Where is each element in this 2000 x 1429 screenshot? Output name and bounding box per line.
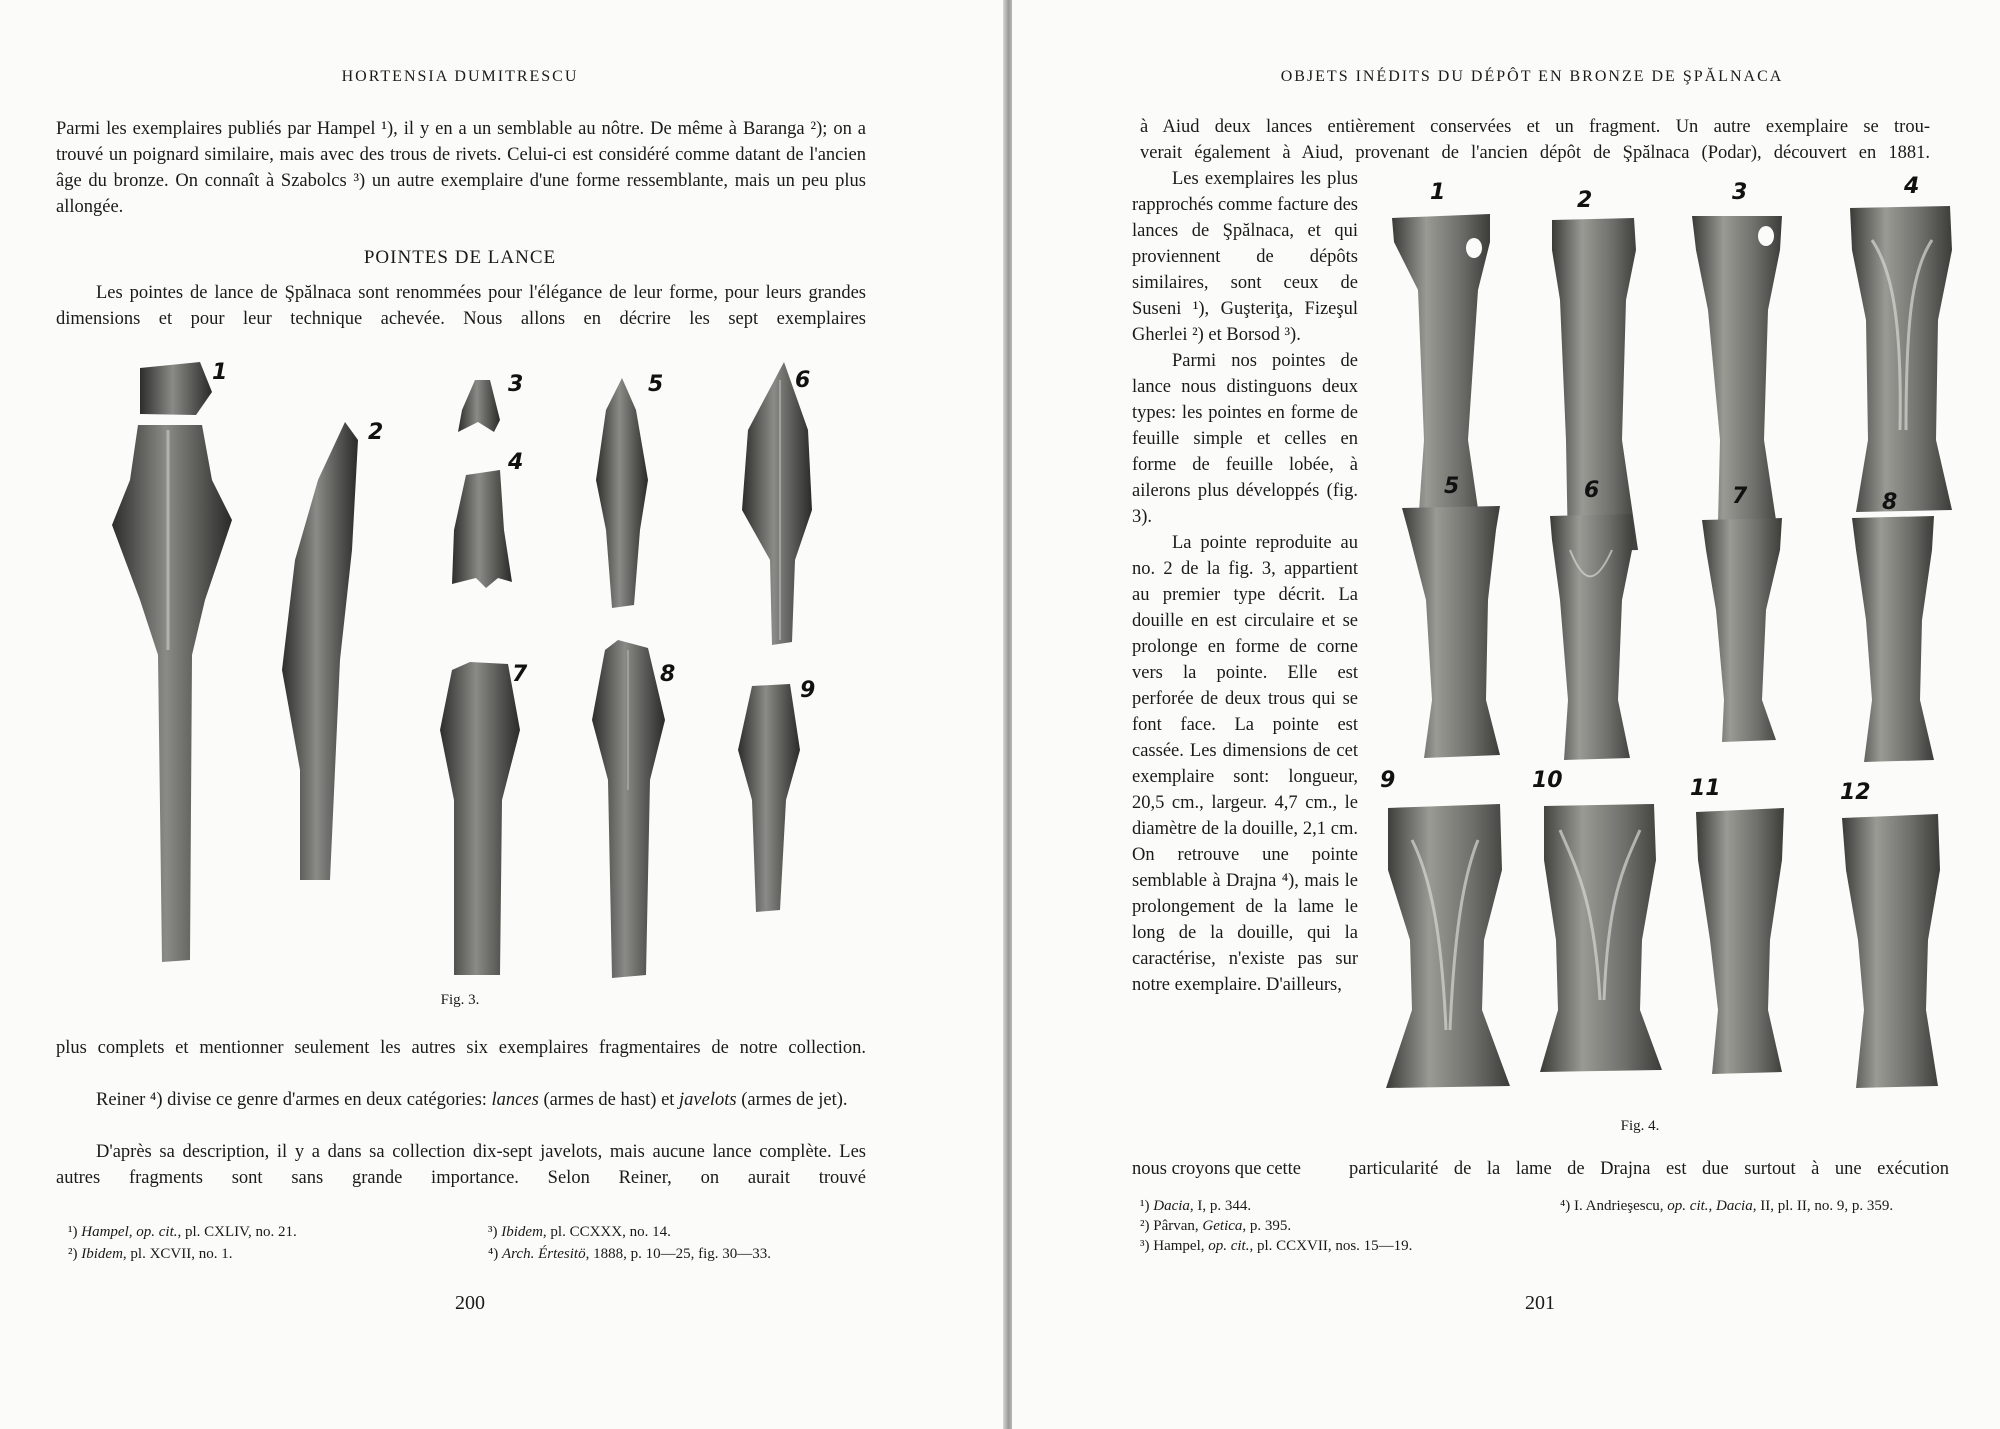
paragraph-2: Les pointes de lance de Şpălnaca sont renommées pour l'élégance de leur forme, pour leurs grandes dimensions et pour leur technique achevée. Nous allons en décrire les sept exemplaires bbox=[56, 283, 866, 329]
figure-3-label-7: 7 bbox=[512, 662, 528, 687]
axe-10 bbox=[1540, 804, 1662, 1072]
figure-4-label-11: 11 bbox=[1690, 776, 1721, 801]
page-number-left: 200 bbox=[455, 1292, 485, 1314]
figure-3-label-8: 8 bbox=[660, 662, 676, 687]
figure-4-label-6: 6 bbox=[1584, 478, 1600, 503]
figure-4-caption: Fig. 4. bbox=[1620, 1118, 1660, 1134]
axe-6 bbox=[1550, 514, 1634, 760]
axe-7 bbox=[1702, 518, 1782, 742]
figure-4-label-3: 3 bbox=[1732, 180, 1748, 205]
axe-1 bbox=[1392, 214, 1490, 554]
figure-4-label-5: 5 bbox=[1444, 474, 1460, 499]
figure-4-label-10: 10 bbox=[1532, 768, 1563, 793]
axe-4 bbox=[1850, 206, 1952, 512]
paragraph-3: plus complets et mentionner seulement les autres six exemplaires fragmentaires de notre collection. bbox=[56, 1038, 866, 1058]
paragraph-1: Parmi les exemplaires publiés par Hampel ¹), il y en a un semblable au nôtre. De même à Baranga ²); on a trouvé un poignard similaire, mais avec des trous de rivets. Celui-ci est considéré comme datant de l'ancien âge du bronze. On connaît à Szabolcs ³) un autre exemplaire d'une forme ressemblante, mais un peu plus allongée. bbox=[56, 119, 866, 217]
figure-4-label-12: 12 bbox=[1840, 780, 1871, 805]
page-number-right: 201 bbox=[1525, 1292, 1555, 1314]
figure-3-label-9: 9 bbox=[800, 678, 816, 703]
figure-4-label-2: 2 bbox=[1577, 188, 1593, 213]
footnote-2: ²) Ibidem, pl. XCVII, no. 1. bbox=[68, 1246, 233, 1262]
footnote-3: ³) Ibidem, pl. CCXXX, no. 14. bbox=[488, 1224, 671, 1240]
running-head-right: OBJETS INÉDITS DU DÉPÔT EN BRONZE DE ŞPĂLNACA bbox=[1280, 68, 1784, 85]
column-paragraph-2: Parmi nos pointes de lance nous distinguons deux types: les pointes en forme de feuille simple et celles en forme de feuille lobée, à ailerons plus développés (fig. 3). bbox=[1132, 351, 1358, 527]
figure-3-label-2: 2 bbox=[368, 420, 384, 445]
figure-4-label-4: 4 bbox=[1904, 174, 1920, 199]
last-line-part-a: nous croyons que cette bbox=[1132, 1159, 1302, 1179]
figure-4 bbox=[1372, 174, 1972, 1140]
figure-4-axes bbox=[1372, 180, 1972, 1140]
spearhead-8 bbox=[592, 640, 665, 978]
spearhead-9 bbox=[738, 684, 800, 912]
figure-3-caption: Fig. 3. bbox=[440, 992, 480, 1008]
footnote-r2: ²) Pârvan, Getica, p. 395. bbox=[1140, 1218, 1292, 1234]
figure-3-label-1: 1 bbox=[212, 360, 228, 385]
paragraph-top-line-2: verait également à Aiud, provenant de l'ancien dépôt de Şpălnaca (Podar), découvert en 1881. bbox=[1140, 143, 1930, 163]
spearhead-1 bbox=[112, 362, 232, 962]
figure-4-label-9: 9 bbox=[1380, 768, 1396, 793]
spearhead-3-fragment bbox=[458, 380, 500, 432]
figure-3-label-6: 6 bbox=[795, 368, 811, 393]
spearhead-5 bbox=[596, 378, 648, 608]
footnote-r1: ¹) Dacia, I, p. 344. bbox=[1140, 1198, 1252, 1214]
axe-3 bbox=[1692, 216, 1782, 522]
figure-3-label-5: 5 bbox=[648, 372, 664, 397]
axe-12 bbox=[1842, 814, 1940, 1088]
spearhead-4-fragment bbox=[452, 470, 512, 588]
axe-9 bbox=[1386, 804, 1510, 1088]
column-paragraph-1: Les exemplaires les plus rapprochés comme facture des lances de Şpălnaca, et qui proviennent de dépôts similaires, sont ceux de Suseni ¹), Guşteriţa, Fizeşul Gherlei ²) et Borsod ³). bbox=[1132, 169, 1358, 345]
axe-8 bbox=[1852, 516, 1934, 762]
axe-11 bbox=[1696, 808, 1784, 1074]
footnote-4: ⁴) Arch. Értesitö, 1888, p. 10—25, fig. 30—33. bbox=[488, 1246, 772, 1262]
right-page bbox=[1012, 0, 2000, 1429]
running-head-left: HORTENSIA DUMITRESCU bbox=[341, 68, 579, 85]
column-paragraph-3: La pointe reproduite au no. 2 de la fig. 3, appartient au premier type décrit. La douille en est circulaire et se prolonge en forme de corne vers la pointe. Elle est perforée de deux trous qui se font face. La pointe est cassée. Les dimensions de cet exemplaire sont: longueur, 20,5 cm., largeur. 4,7 cm., le diamètre de la douille, 2,1 cm. On retrouve une pointe semblable à Drajna ⁴), mais le prolongement de la lame le long de la douille, qui la caractérise, n'existe pas sur notre exemplaire. D'ailleurs, bbox=[1132, 533, 1358, 995]
axe-5 bbox=[1402, 506, 1500, 758]
figure-4-label-1: 1 bbox=[1430, 180, 1446, 205]
spearhead-2 bbox=[282, 422, 358, 880]
footnote-r3: ³) Hampel, op. cit., pl. CCXVII, nos. 15—19. bbox=[1140, 1238, 1413, 1254]
section-title: POINTES DE LANCE bbox=[363, 247, 557, 268]
paragraph-top-line-1: à Aiud deux lances entièrement conservées et un fragment. Un autre exemplaire se trou- bbox=[1140, 117, 1930, 137]
paragraph-4: Reiner ⁴) divise ce genre d'armes en deux catégories: lances (armes de hast) et javelots (armes de jet). bbox=[96, 1090, 848, 1110]
figure-3-spearheads bbox=[0, 350, 1005, 990]
footnote-1: ¹) Hampel, op. cit., pl. CXLIV, no. 21. bbox=[68, 1224, 297, 1240]
figure-3-label-3: 3 bbox=[508, 372, 524, 397]
spearhead-7 bbox=[440, 662, 520, 975]
last-line-part-b: particularité de la lame de Drajna est due surtout à une exécution bbox=[1349, 1159, 1949, 1179]
footnote-r4: ⁴) I. Andrieşescu, op. cit., Dacia, II, pl. II, no. 9, p. 359. bbox=[1560, 1198, 1894, 1214]
narrow-text-column bbox=[1132, 166, 1358, 998]
spearhead-6 bbox=[742, 362, 812, 645]
paragraph-5: D'après sa description, il y a dans sa collection dix-sept javelots, mais aucune lance complète. Les autres fragments sont sans grande importance. Selon Reiner, on aurait trouvé bbox=[56, 1142, 866, 1188]
figure-4-label-7: 7 bbox=[1732, 484, 1748, 509]
figure-3 bbox=[0, 350, 1005, 990]
figure-3-label-4: 4 bbox=[508, 450, 524, 475]
figure-4-label-8: 8 bbox=[1882, 490, 1898, 515]
